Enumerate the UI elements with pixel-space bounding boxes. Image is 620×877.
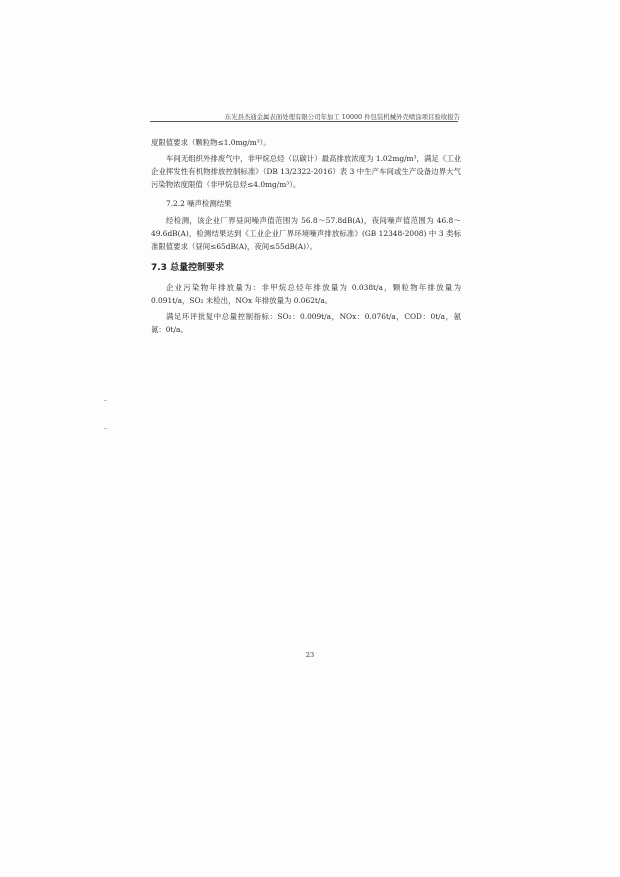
running-header: 东光县杰通金属表面处理有限公司年加工 10000 件包装机械外壳喷涂项目验收报告 <box>224 113 460 121</box>
paragraph-noise-results: 经检测，该企业厂界昼间噪声值范围为 56.8～57.8dB(A)，夜间噪声值范围为 46.8～49.6dB(A)，检测结果达到《工业企业厂界环境噪声排放标准》(GB 12348-2008) 中 3 类标准限值要求（昼间≤65dB(A)，夜间≤55dB(A)）。 <box>151 216 461 251</box>
paragraph-particulate-limit: 度限值要求（颗粒物≤1.0mg/m³）。 <box>151 138 271 147</box>
paragraph-annual-emission: 企业污染物年排放量为：非甲烷总烃年排放量为 0.038t/a，颗粒物年排放量为 0.091t/a，SO₂ 未检出，NOx 年排放量为 0.062t/a。 <box>151 283 461 305</box>
scan-speck <box>104 400 107 401</box>
header-rule <box>150 121 458 122</box>
section-heading-total-control: 7.3 总量控制要求 <box>151 263 225 273</box>
scan-speck <box>104 428 107 429</box>
body-content <box>151 136 461 336</box>
subheading-noise-results: 7.2.2 噪声检测结果 <box>166 199 232 208</box>
paragraph-quota-compliance: 满足环评批复中总量控制指标：SO₂：0.009t/a，NOx：0.076t/a，COD：0t/a，氨氮：0t/a。 <box>151 312 461 334</box>
page-number: 23 <box>305 651 315 659</box>
paragraph-voc-emission: 车间无组织外排废气中，非甲烷总烃（以碳计）最高排放浓度为 1.02mg/m³，满足《工业企业挥发性有机物排放控制标准》（DB 13/2322-2016）表 3 中生产车间或生产设备边界大气污染物浓度限值（非甲烷总烃≤4.0mg/m³）。 <box>151 154 461 189</box>
